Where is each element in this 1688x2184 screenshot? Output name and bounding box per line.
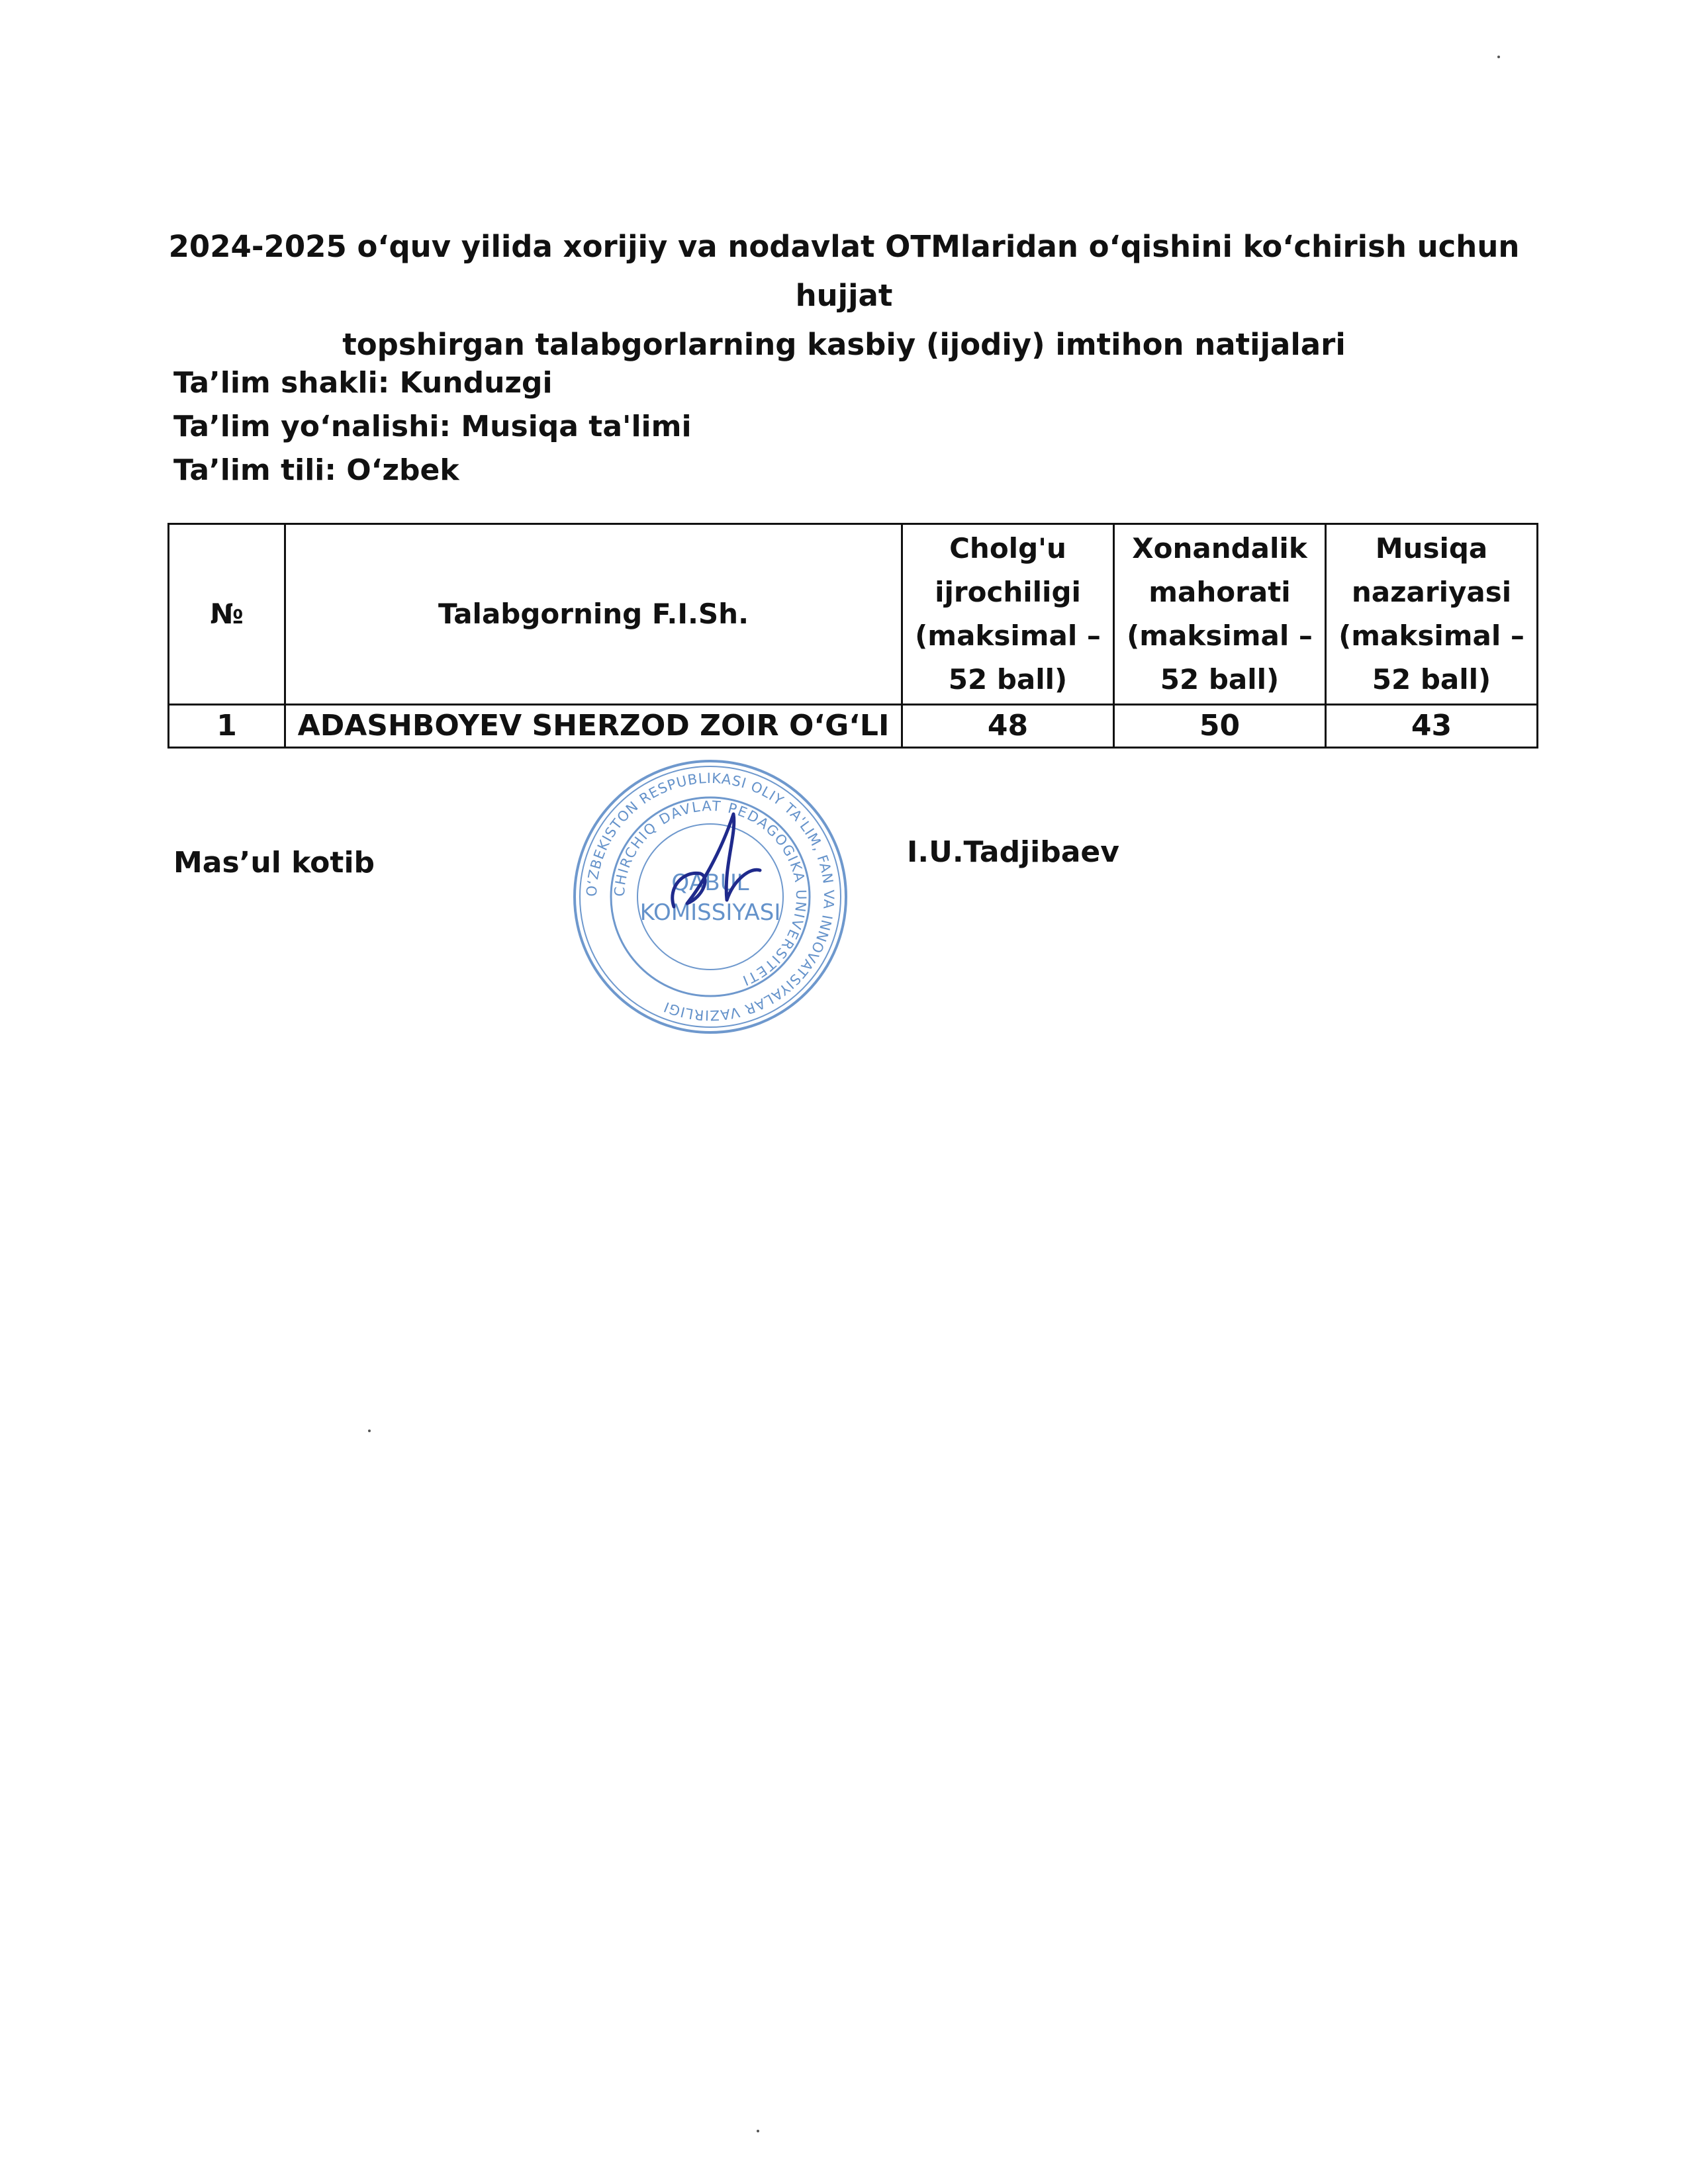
header-line: Xonandalik xyxy=(1132,532,1307,565)
education-language: Ta’lim tili: O‘zbek xyxy=(173,453,459,487)
stamp-center-line-1: QABUL xyxy=(671,870,749,896)
stamp-outer-text: O‘ZBEKISTON RESPUBLIKASI OLIY TA'LIM, FAN VA INNOVATSIYALAR VAZIRLIGI xyxy=(583,770,837,1024)
header-line: 52 ball) xyxy=(1372,663,1491,696)
scan-speck xyxy=(1497,56,1500,58)
stamp-inner-text: CHIRCHIQ DAVLAT PEDAGOGIKA UNIVERSITETI xyxy=(611,797,810,989)
table-row xyxy=(169,705,1538,748)
header-line: (maksimal – xyxy=(1127,619,1313,652)
header-full-name xyxy=(285,524,902,705)
header-full-name-label: Talabgorning F.I.Sh. xyxy=(438,598,749,630)
header-line: Cholg'u xyxy=(949,532,1066,565)
header-vocal-skill xyxy=(1114,524,1326,705)
document-meta xyxy=(173,361,692,492)
header-line: ijrochiligi xyxy=(935,576,1081,608)
signer-name: I.U.Tadjibaev xyxy=(907,835,1119,869)
header-line: (maksimal – xyxy=(1338,619,1524,652)
header-line: (maksimal – xyxy=(915,619,1101,652)
signer-role: Mas’ul kotib xyxy=(173,846,375,880)
cell-score-theory: 43 xyxy=(1326,705,1538,748)
header-line: nazariyasi xyxy=(1351,576,1512,608)
header-line: Musiqa xyxy=(1375,532,1488,565)
scan-speck xyxy=(757,2130,759,2132)
scan-speck xyxy=(368,1430,371,1432)
table-header-row xyxy=(169,524,1538,705)
results-table xyxy=(167,523,1538,749)
cell-full-name: ADASHBOYEV SHERZOD ZOIR O‘G‘LI xyxy=(285,705,902,748)
header-line: 52 ball) xyxy=(1160,663,1280,696)
header-number xyxy=(169,524,285,705)
header-music-theory xyxy=(1326,524,1538,705)
cell-score-instrument: 48 xyxy=(902,705,1114,748)
document-title-line-2: topshirgan talabgorlarning kasbiy (ijodiy) imtihon natijalari xyxy=(342,327,1346,362)
header-instrument-performance xyxy=(902,524,1114,705)
official-stamp xyxy=(568,754,853,1039)
document-title xyxy=(132,222,1556,369)
cell-score-vocal: 50 xyxy=(1114,705,1326,748)
header-line: mahorati xyxy=(1149,576,1291,608)
header-line: 52 ball) xyxy=(948,663,1068,696)
education-form: Ta’lim shakli: Kunduzgi xyxy=(173,366,553,400)
stamp-center-line-2: KOMISSIYASI xyxy=(639,899,781,926)
education-direction: Ta’lim yo‘nalishi: Musiqa ta'limi xyxy=(173,410,692,443)
header-number-label: № xyxy=(210,598,244,630)
document-title-line-1: 2024-2025 o‘quv yilida xorijiy va nodavlat OTMlaridan o‘qishini ko‘chirish uchun hujjat xyxy=(168,229,1520,313)
cell-number: 1 xyxy=(169,705,285,748)
